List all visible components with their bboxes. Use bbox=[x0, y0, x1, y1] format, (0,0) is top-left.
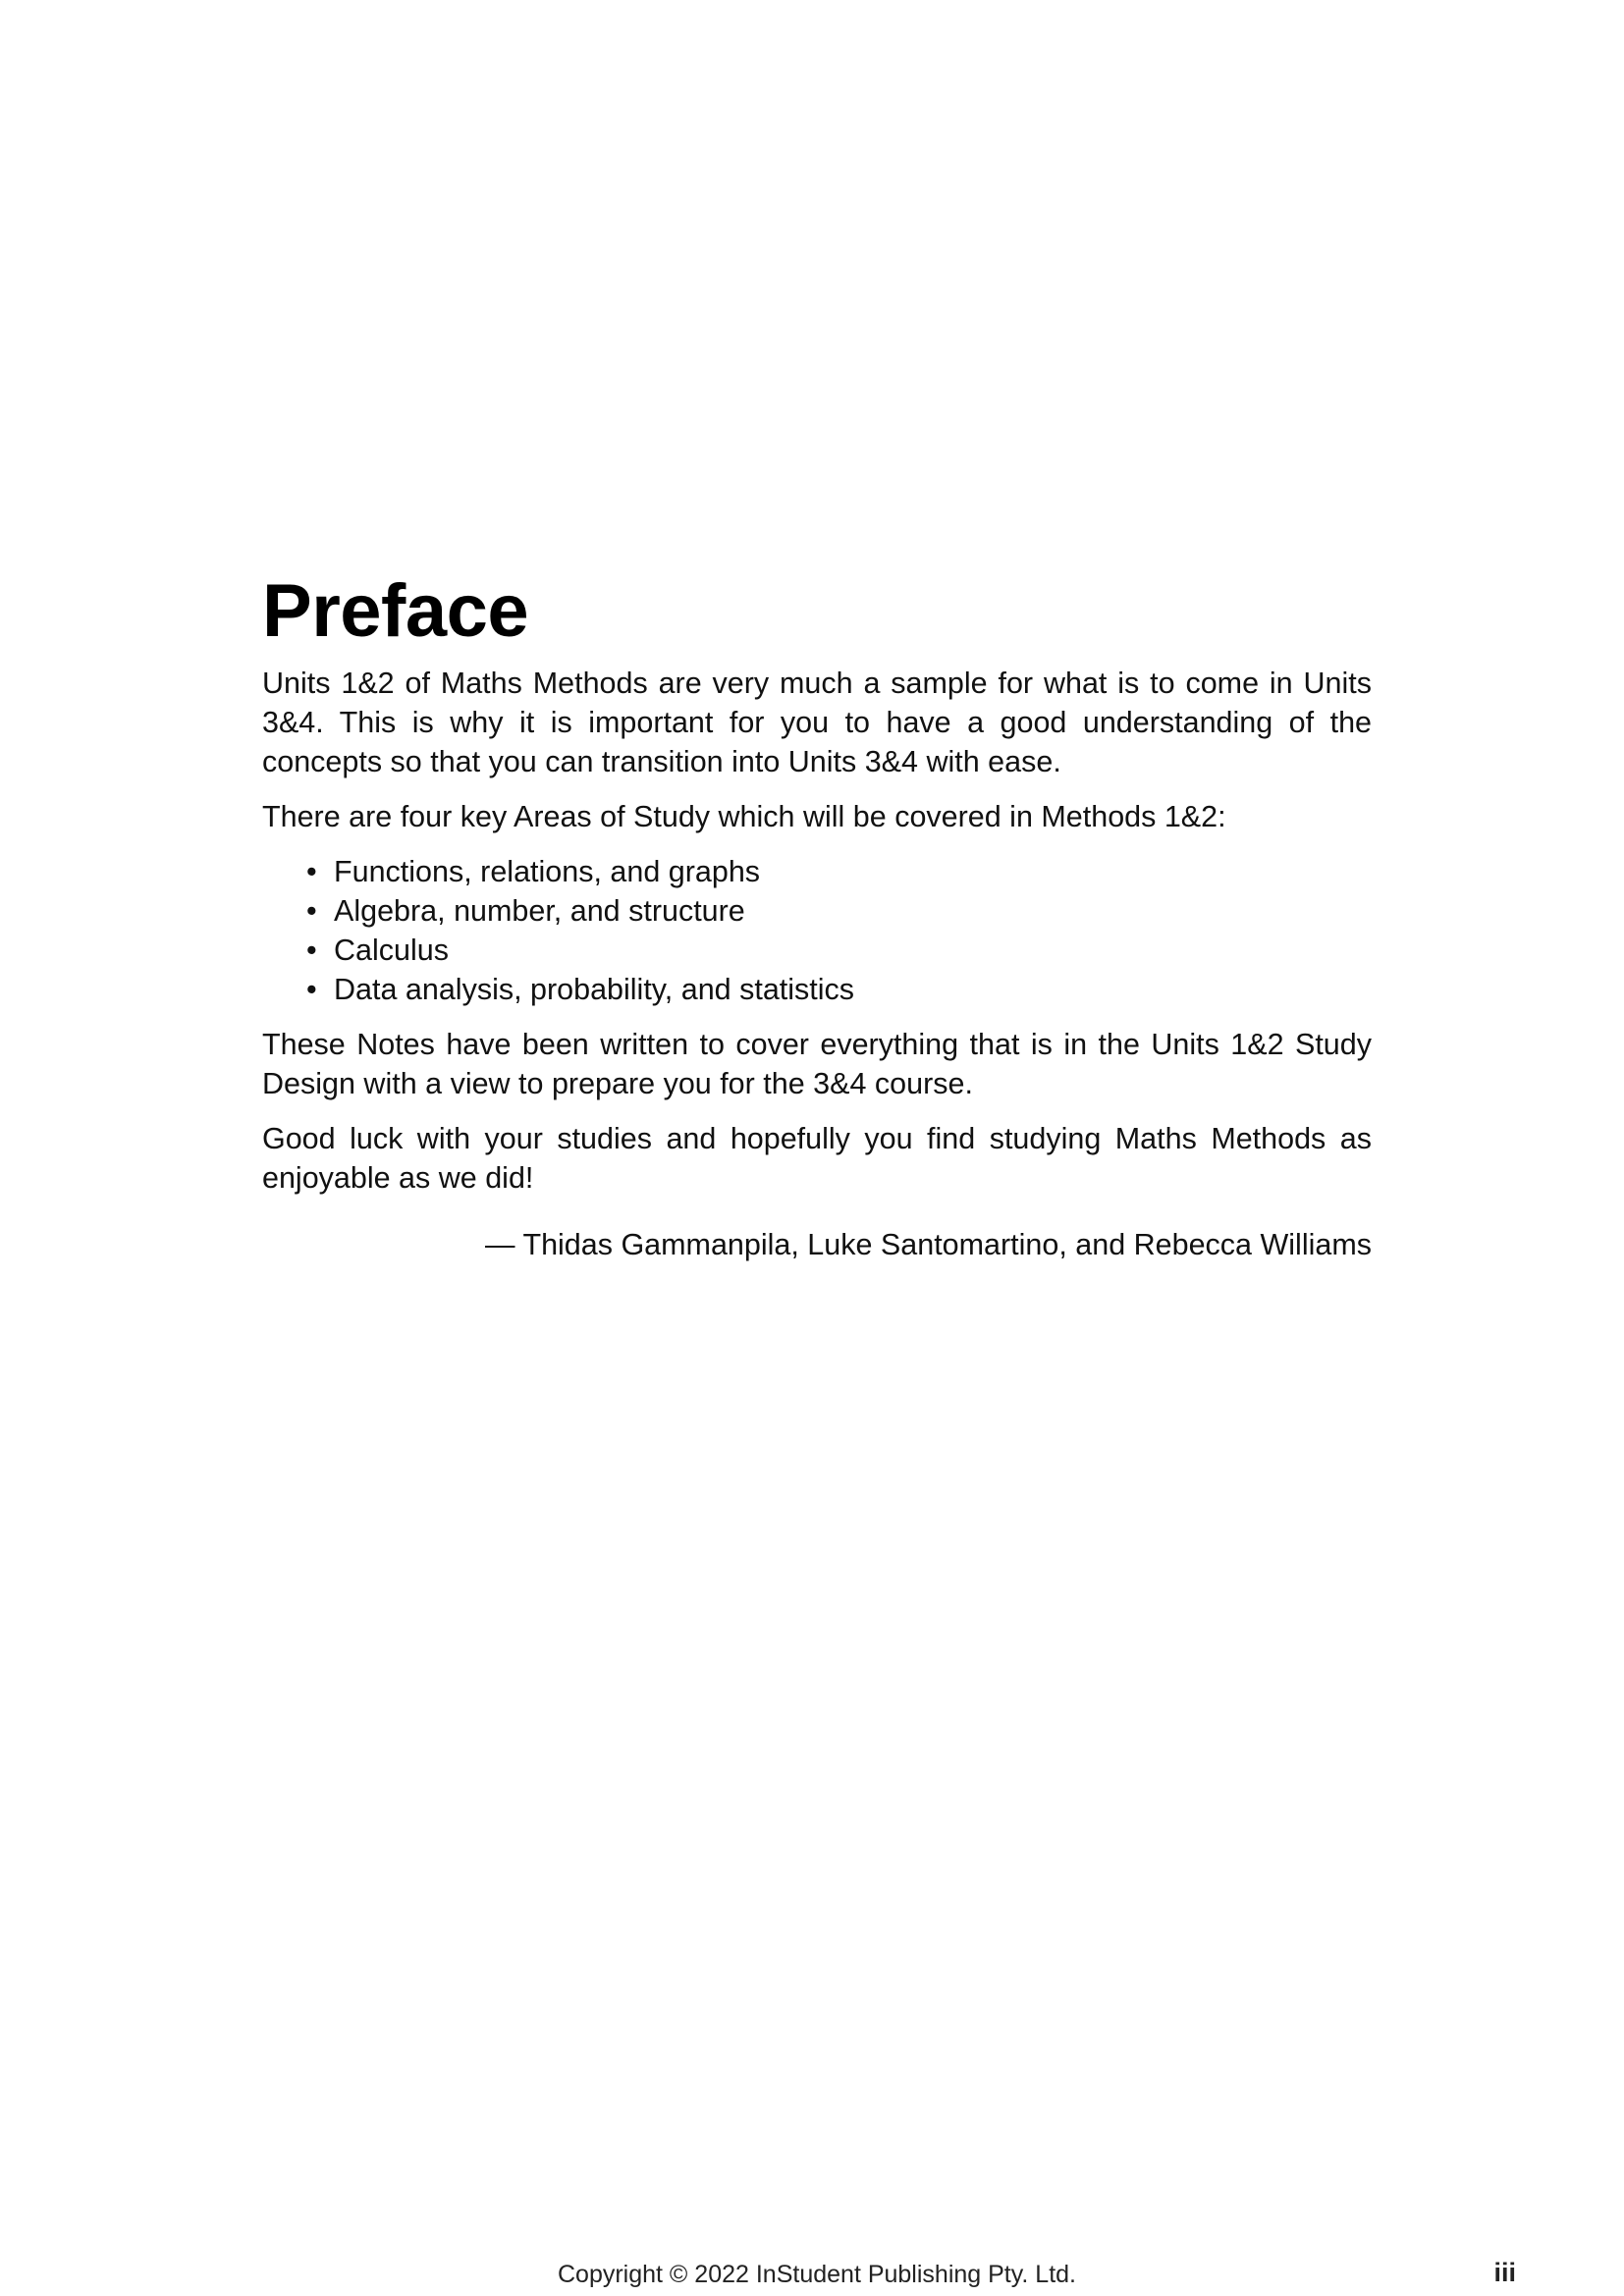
list-item bbox=[306, 852, 1372, 891]
notes-paragraph: These Notes have been written to cover everything that is in the Units 1&2 Study Design with a view to prepare you for the 3&4 course. bbox=[262, 1028, 1372, 1100]
list-item-text: Functions, relations, and graphs bbox=[334, 855, 761, 888]
bullet-icon: • bbox=[306, 973, 317, 1006]
list-item bbox=[306, 891, 1372, 931]
bullet-icon: • bbox=[306, 855, 317, 888]
areas-intro-paragraph: There are four key Areas of Study which will be covered in Methods 1&2: bbox=[262, 800, 1226, 833]
good-luck-paragraph: Good luck with your studies and hopefully you find studying Maths Methods as enjoyable as we did! bbox=[262, 1122, 1372, 1195]
areas-of-study-list bbox=[262, 852, 1372, 1009]
intro-paragraph: Units 1&2 of Maths Methods are very much a sample for what is to come in Units 3&4. This is why it is important for you to have a good understanding of the concepts so that you can transition into Units 3&4 with ease. bbox=[262, 667, 1372, 778]
bullet-icon: • bbox=[306, 934, 317, 967]
list-item bbox=[306, 931, 1372, 970]
footer-copyright: Copyright © 2022 InStudent Publishing Pty. Ltd. bbox=[557, 2261, 1076, 2288]
page-title: Preface bbox=[262, 569, 529, 653]
list-item-text: Calculus bbox=[334, 934, 449, 967]
bullet-icon: • bbox=[306, 894, 317, 928]
list-item-text: Algebra, number, and structure bbox=[334, 894, 745, 928]
authors-signature: — Thidas Gammanpila, Luke Santomartino, and Rebecca Williams bbox=[485, 1228, 1372, 1261]
list-item-text: Data analysis, probability, and statistics bbox=[334, 973, 855, 1006]
page-number: iii bbox=[1493, 2258, 1516, 2287]
list-item bbox=[306, 970, 1372, 1009]
preface-section bbox=[262, 567, 1372, 1264]
